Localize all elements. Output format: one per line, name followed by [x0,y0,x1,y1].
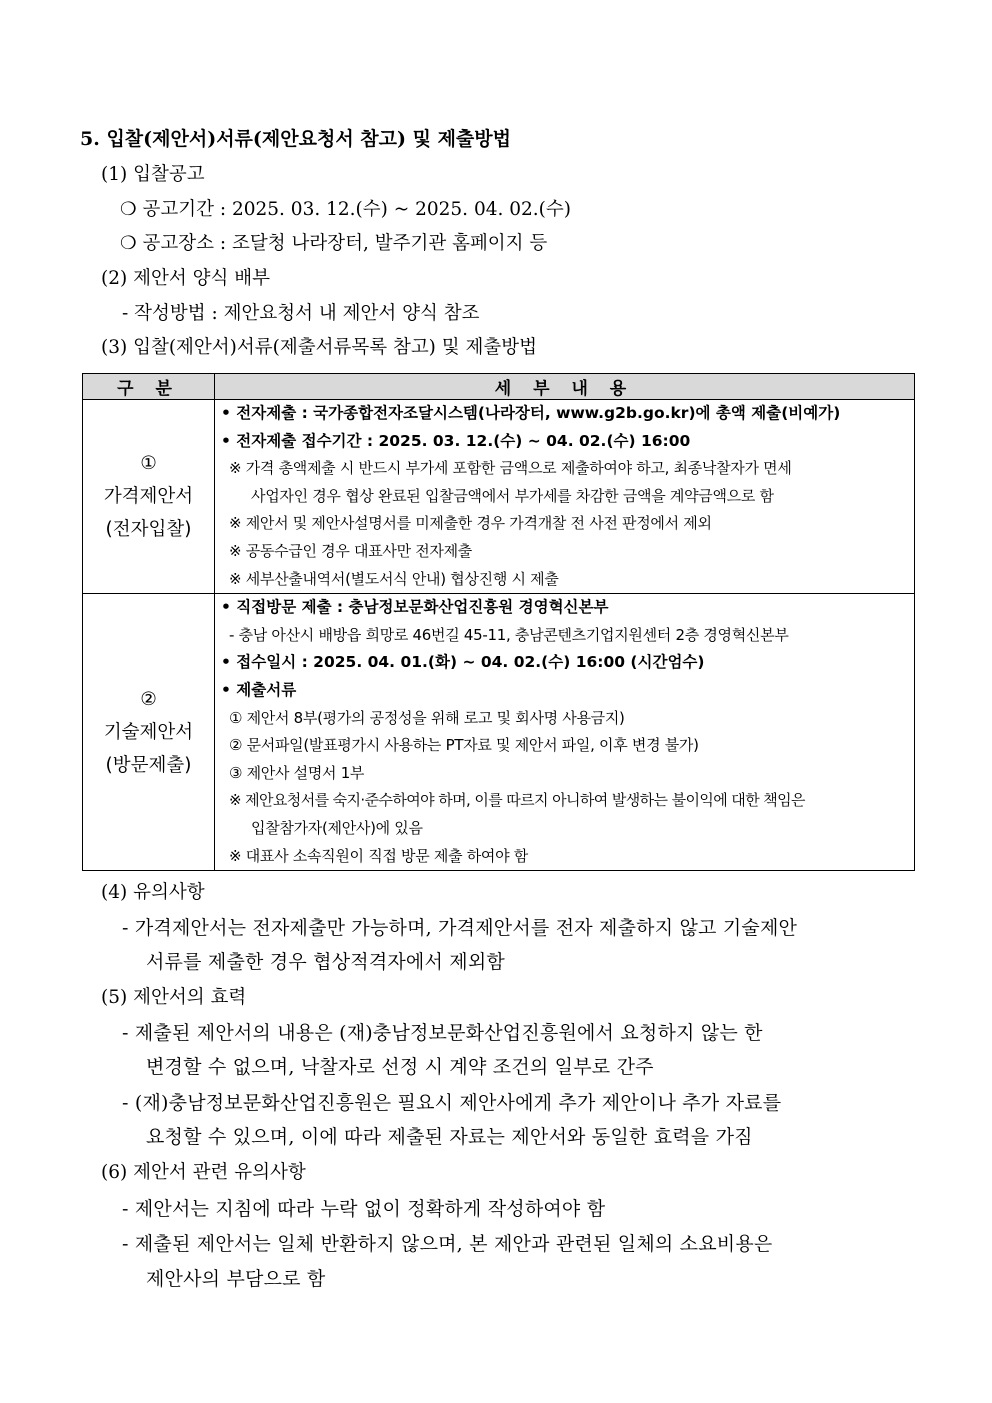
detail-line: ※ 제안서 및 제안사설명서를 미제출한 경우 가격개찰 전 사전 판정에서 제외 [229,514,712,533]
paragraph-line: - (재)충남정보문화산업진흥원은 필요시 제안사에게 추가 제안이나 추가 자료를 [122,1092,782,1114]
subsection-title-5: (5) 제안서의 효력 [101,987,247,1008]
row-number: ② [140,688,157,710]
detail-line: ② 문서파일(발표평가시 사용하는 PT자료 및 제안서 파일, 이후 변경 불가) [229,736,699,755]
table-header-detail: 세 부 내 용 [215,374,915,400]
subsection-title-4: (4) 유의사항 [101,882,205,903]
detail-line: ① 제안서 8부(평가의 공정성을 위해 로고 및 회사명 사용금지) [229,708,625,727]
detail-line: ※ 공동수급인 경우 대표사만 전자제출 [229,541,472,560]
circle-bullet-icon: ❍ [120,233,137,254]
detail-line: ③ 제안사 설명서 1부 [229,763,365,782]
row-detail [215,594,915,871]
detail-line: • 전자제출 접수기간 : 2025. 03. 12.(수) ~ 04. 02.(수) 16:00 [221,431,691,450]
subsection-title-1: (1) 입찰공고 [101,164,205,185]
notice-period: 공고기간 : 2025. 03. 12.(수) ~ 2025. 04. 02.(수) [142,199,571,220]
row-number: ① [140,453,157,475]
paragraph-line: 요청할 수 있으며, 이에 따라 제출된 자료는 제안서와 동일한 효력을 가짐 [146,1126,753,1148]
paragraph-line: - 제출된 제안서의 내용은 (재)충남정보문화산업진흥원에서 요청하지 않는 한 [122,1022,763,1044]
detail-line: • 직접방문 제출 : 충남정보문화산업진흥원 경영혁신본부 [221,598,609,617]
list-item [120,229,547,255]
paragraph-line: 변경할 수 없으며, 낙찰자로 선정 시 계약 조건의 일부로 간주 [146,1056,654,1078]
section-title: 5. 입찰(제안서)서류(제안요청서 참고) 및 제출방법 [80,128,511,150]
detail-line: • 전자제출 : 국가종합전자조달시스템(나라장터, www.g2b.go.kr)에 총액 제출(비예가) [221,404,841,422]
table-header-category: 구 분 [83,374,215,400]
detail-line: ※ 제안요청서를 숙지·준수하여야 하며, 이를 따르지 아니하여 발생하는 불이익에 대한 책임은 [229,791,805,810]
row-title: 기술제안서 [103,721,194,743]
circle-bullet-icon: ❍ [120,199,137,220]
row-method: (전자입찰) [105,519,192,541]
paragraph-line: 서류를 제출한 경우 협상적격자에서 제외함 [146,951,505,973]
subsection-title-3: (3) 입찰(제안서)서류(제출서류목록 참고) 및 제출방법 [101,337,538,358]
list-item [120,195,571,221]
detail-line: • 접수일시 : 2025. 04. 01.(화) ~ 04. 02.(수) 16:00 (시간엄수) [221,653,705,672]
table-row [83,594,915,871]
paragraph-line: - 제출된 제안서는 일체 반환하지 않으며, 본 제안과 관련된 일체의 소요비용은 [122,1233,773,1255]
subsection-title-6: (6) 제안서 관련 유의사항 [101,1162,306,1183]
table-row [83,400,915,594]
notice-place: 공고장소 : 조달청 나라장터, 발주기관 홈페이지 등 [142,233,548,254]
row-detail [215,400,915,594]
row-label [83,594,215,871]
subsection-title-2: (2) 제안서 양식 배부 [101,268,270,289]
detail-line: - 충남 아산시 배방읍 희망로 46번길 45-11, 충남콘텐츠기업지원센터 2층 경영혁신본부 [229,625,789,644]
detail-line: ※ 가격 총액제출 시 반드시 부가세 포함한 금액으로 제출하여야 하고, 최종낙찰자가 면세 [229,459,792,478]
table-header-row [83,374,915,400]
row-label [83,400,215,594]
detail-line: • 제출서류 [221,680,297,699]
detail-line: 사업자인 경우 협상 완료된 입찰금액에서 부가세를 차감한 금액을 계약금액으로 함 [251,486,774,505]
detail-line: ※ 세부산출내역서(별도서식 안내) 협상진행 시 제출 [229,569,559,588]
row-method: (방문제출) [105,754,192,776]
paragraph-line: 제안사의 부담으로 함 [146,1268,326,1290]
paragraph-line: - 가격제안서는 전자제출만 가능하며, 가격제안서를 전자 제출하지 않고 기술제안 [122,917,798,939]
paragraph-line: - 제안서는 지침에 따라 누락 없이 정확하게 작성하여야 함 [122,1198,606,1220]
submission-table [82,373,915,871]
detail-line: ※ 대표사 소속직원이 직접 방문 제출 하여야 함 [229,846,528,865]
list-item: - 작성방법 : 제안요청서 내 제안서 양식 참조 [122,303,480,324]
row-title: 가격제안서 [103,486,194,508]
detail-line: 입찰참가자(제안사)에 있음 [251,818,423,837]
